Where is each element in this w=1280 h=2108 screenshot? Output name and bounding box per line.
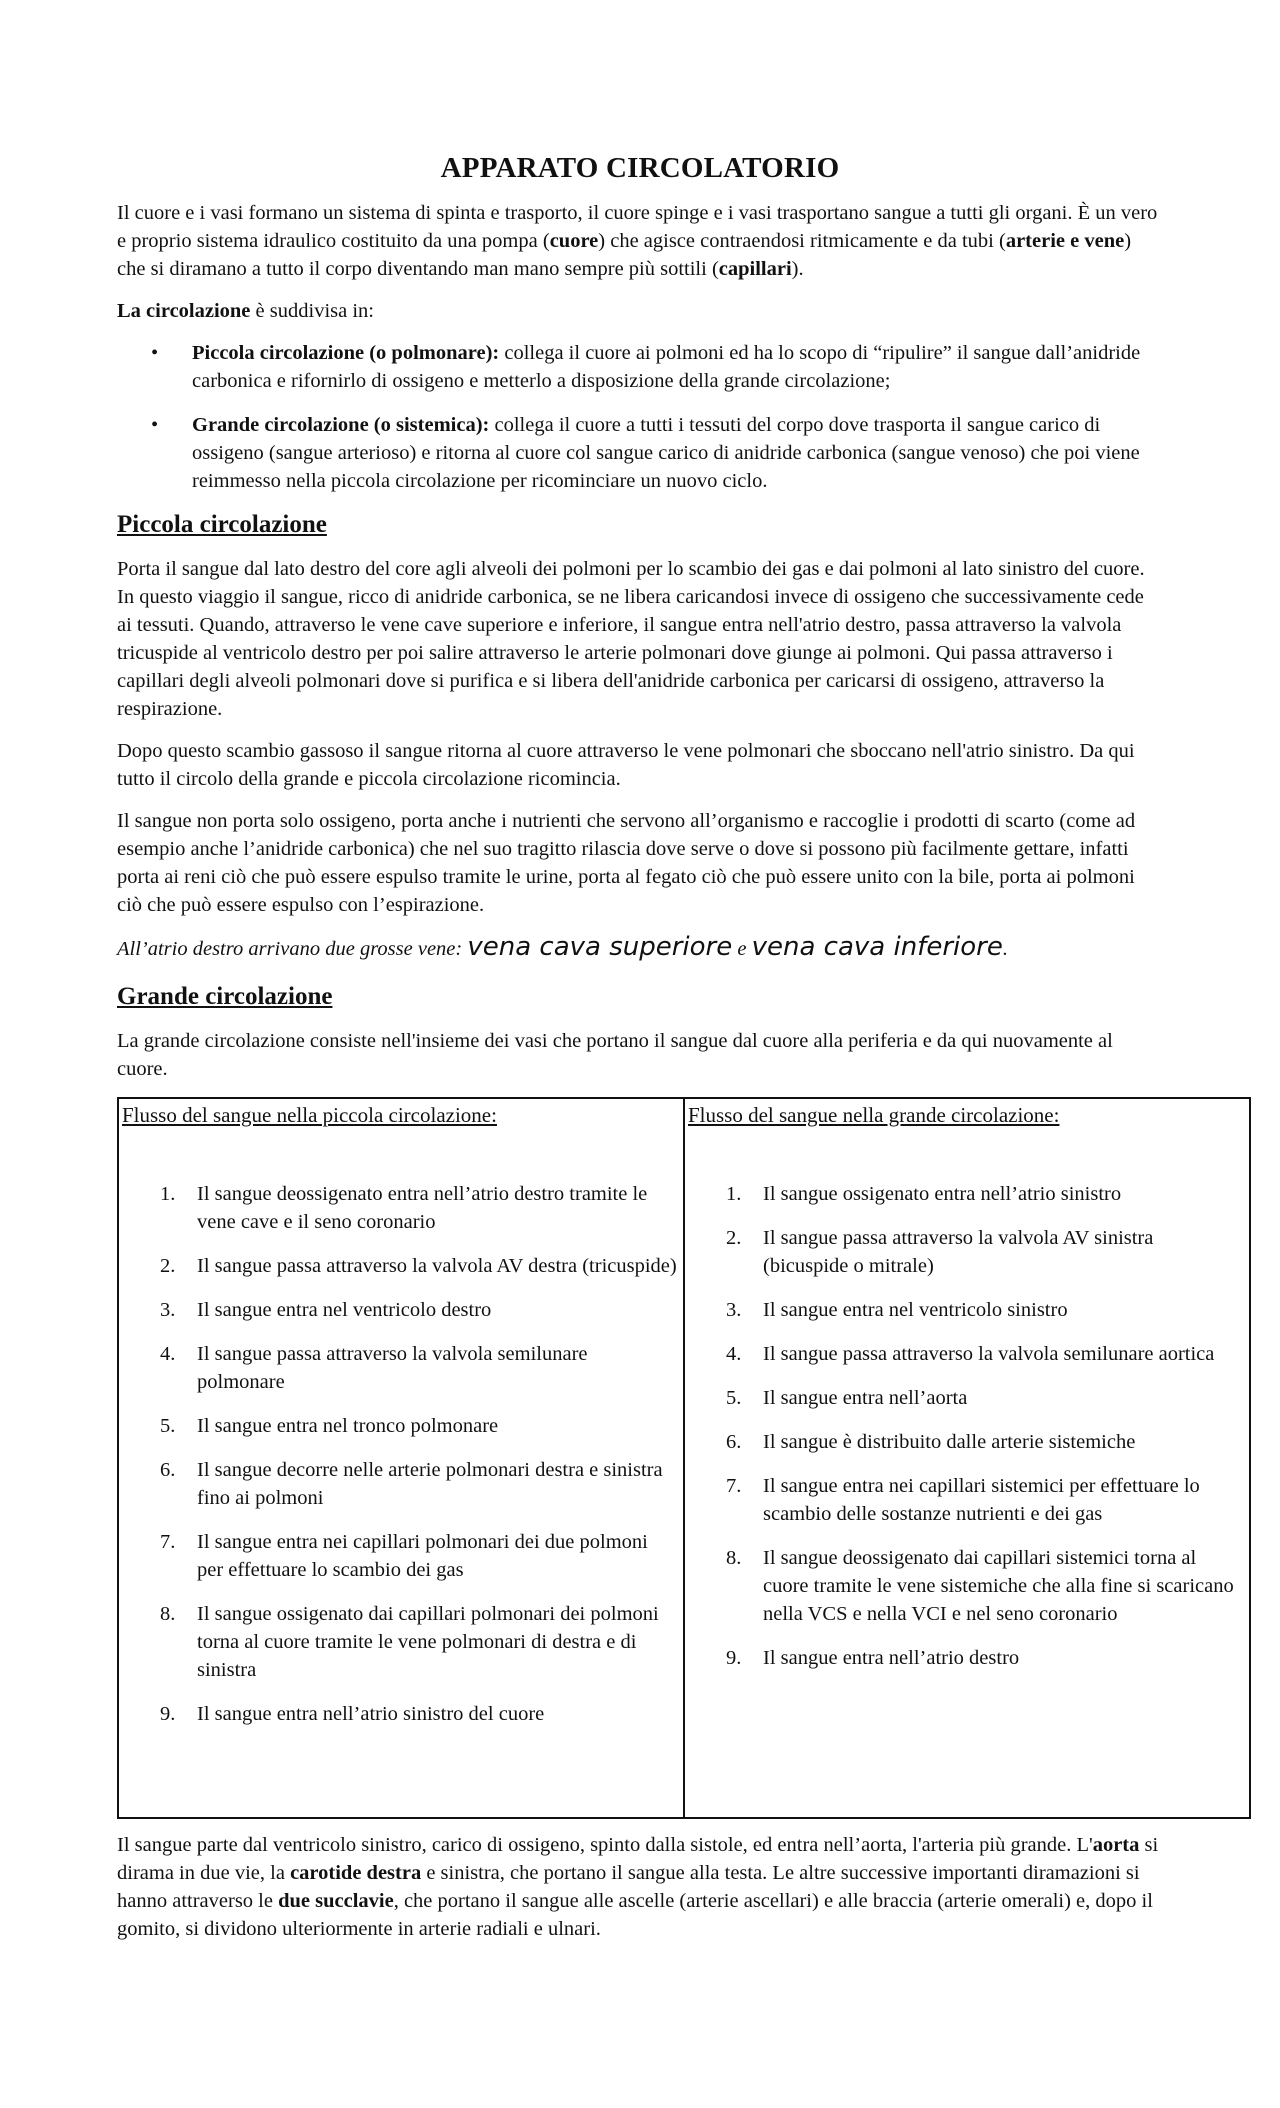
list-item: 7. Il sangue entra nei capillari sistemici per effettuare lo scambio delle sostanze nutrienti e dei gas <box>726 1475 1200 1525</box>
blood-flow-table <box>117 1097 1251 1819</box>
list-item: 5. Il sangue entra nel tronco polmonare <box>160 1415 499 1437</box>
circulation-types-list <box>117 339 1163 495</box>
intro-paragraph: Il cuore e i vasi formano un sistema di spinta e trasporto, il cuore spinge e i vasi trasportano sangue a tutti gli organi. È un vero e proprio sistema idraulico costituito da una pompa (cuore) che agisce contraendosi ritmicamente e da tubi (arterie e vene) che si diramano a tutto il corpo diventando man mano sempre più sottili (capillari). <box>117 202 1158 280</box>
term-arterie-vene: arterie e vene <box>1005 230 1125 252</box>
document-page <box>117 140 1234 1943</box>
list-item: 6. Il sangue è distribuito dalle arterie sistemiche <box>726 1431 1136 1453</box>
list-item: 8. Il sangue deossigenato dai capillari sistemici torna al cuore tramite le vene sistemiche che alla fine si scaricano nella VCS e nella VCI e nel seno coronario <box>726 1547 1234 1625</box>
grande-paragraph-1: La grande circolazione consiste nell'insieme dei vasi che portano il sangue dal cuore alla periferia e da qui nuovamente al cuore. <box>117 1030 1113 1080</box>
piccola-paragraph-3: Il sangue non porta solo ossigeno, porta anche i nutrienti che servono all’organismo e raccoglie i prodotti di scarto (come ad esempio anche l’anidride carbonica) che nel suo tragitto rilascia dove serve o dove si possono più facilmente gettare, infatti porta ai reni ciò che può essere espulso tramite le urine, porta al fegato ciò che può essere unito con la bile, porta ai polmoni ciò che può essere espulso con l’espirazione. <box>117 810 1136 916</box>
term-carotide-destra: carotide destra <box>290 1862 422 1884</box>
atrio-destro-line: All’atrio destro arrivano due grosse vene: vena cava superiore e vena cava inferiore. <box>117 932 1008 962</box>
heading-piccola-circolazione: Piccola circolazione <box>117 511 327 538</box>
steps-list-grande <box>688 1180 1249 1672</box>
list-item: 9. Il sangue entra nell’atrio sinistro del cuore <box>160 1703 545 1725</box>
list-item-piccola: • Piccola circolazione (o polmonare): collega il cuore ai polmoni ed ha lo scopo di “ripulire” il sangue dall’anidride carbonica e rifornirlo di ossigeno e metterlo a disposizione della grande circolazione; <box>117 339 1163 395</box>
list-item: 4. Il sangue passa attraverso la valvola semilunare polmonare <box>160 1343 588 1393</box>
piccola-paragraph-2: Dopo questo scambio gassoso il sangue ritorna al cuore attraverso le vene polmonari che sboccano nell'atrio sinistro. Da qui tutto il circolo della grande e piccola circolazione ricomincia. <box>117 740 1135 790</box>
term-due-succlavie: due succlavie <box>278 1890 394 1912</box>
vena-cava-inferiore: vena cava inferiore <box>751 932 1003 962</box>
list-item: 1. Il sangue ossigenato entra nell’atrio sinistro <box>726 1183 1122 1205</box>
page-title: APPARATO CIRCOLATORIO <box>440 152 840 184</box>
list-item: 4. Il sangue passa attraverso la valvola semilunare aortica <box>726 1343 1215 1365</box>
division-intro: La circolazione è suddivisa in: <box>117 300 374 322</box>
bullet-marker: • <box>151 414 159 436</box>
term-capillari: capillari <box>718 258 792 280</box>
list-item: 3. Il sangue entra nel ventricolo destro <box>160 1299 492 1321</box>
list-item-grande: • Grande circolazione (o sistemica): collega il cuore a tutti i tessuti del corpo dove trasporta il sangue carico di ossigeno (sangue arterioso) e ritorna al cuore col sangue carico di anidride carbonica (sangue venoso) che poi viene reimmesso nella piccola circolazione per ricominciare un nuovo ciclo. <box>117 411 1163 495</box>
list-item: 2. Il sangue passa attraverso la valvola AV sinistra (bicuspide o mitrale) <box>726 1227 1154 1277</box>
list-item: 2. Il sangue passa attraverso la valvola AV destra (tricuspide) <box>160 1255 677 1277</box>
list-item: 5. Il sangue entra nell’aorta <box>726 1387 968 1409</box>
term-cuore: cuore <box>549 230 599 252</box>
flow-column-piccola <box>119 1099 685 1817</box>
heading-grande-circolazione: Grande circolazione <box>117 983 333 1010</box>
vena-cava-superiore: vena cava superiore <box>467 932 733 962</box>
list-item: 9. Il sangue entra nell’atrio destro <box>726 1647 1020 1669</box>
closing-paragraph: Il sangue parte dal ventricolo sinistro, carico di ossigeno, spinto dalla sistole, ed entra nell’aorta, l'arteria più grande. L'aorta si dirama in due vie, la carotide destra e sinistra, che portano il sangue alla testa. Le altre successive importanti diramazioni si hanno attraverso le due succlavie, che portano il sangue alle ascelle (arterie ascellari) e alle braccia (arterie omerali) e, dopo il gomito, si dividono ulteriormente in arterie radiali e ulnari. <box>117 1834 1159 1940</box>
list-item: 6. Il sangue decorre nelle arterie polmonari destra e sinistra fino ai polmoni <box>160 1459 663 1509</box>
list-item: 8. Il sangue ossigenato dai capillari polmonari dei polmoni torna al cuore tramite le vene polmonari di destra e di sinistra <box>160 1603 659 1681</box>
list-item: 1. Il sangue deossigenato entra nell’atrio destro tramite le vene cave e il seno coronario <box>160 1183 648 1233</box>
steps-list-piccola <box>122 1180 683 1728</box>
flow-column-grande <box>685 1099 1249 1817</box>
piccola-paragraph-1: Porta il sangue dal lato destro del core agli alveoli dei polmoni per lo scambio dei gas e dai polmoni al lato sinistro del cuore. In questo viaggio il sangue, ricco di anidride carbonica, se ne libera caricandosi invece di ossigeno che successivamente cede ai tessuti. Quando, attraverso le vene cave superiore e inferiore, il sangue entra nell'atrio destro, passa attraverso la valvola tricuspide al ventricolo destro per poi salire attraverso le arterie polmonari dove giunge ai polmoni. Qui passa attraverso i capillari degli alveoli polmonari dove si purifica e si libera dell'anidride carbonica per caricarsi di ossigeno, attraverso la respirazione. <box>117 558 1145 720</box>
list-item: 3. Il sangue entra nel ventricolo sinistro <box>726 1299 1068 1321</box>
term-aorta: aorta <box>1092 1834 1140 1856</box>
list-item: 7. Il sangue entra nei capillari polmonari dei due polmoni per effettuare lo scambio dei gas <box>160 1531 648 1581</box>
bullet-marker: • <box>151 342 159 364</box>
flow-title-grande: Flusso del sangue nella grande circolazione: <box>688 1103 1060 1127</box>
closing-section <box>117 1831 1163 1943</box>
flow-title-piccola: Flusso del sangue nella piccola circolazione: <box>122 1103 497 1127</box>
